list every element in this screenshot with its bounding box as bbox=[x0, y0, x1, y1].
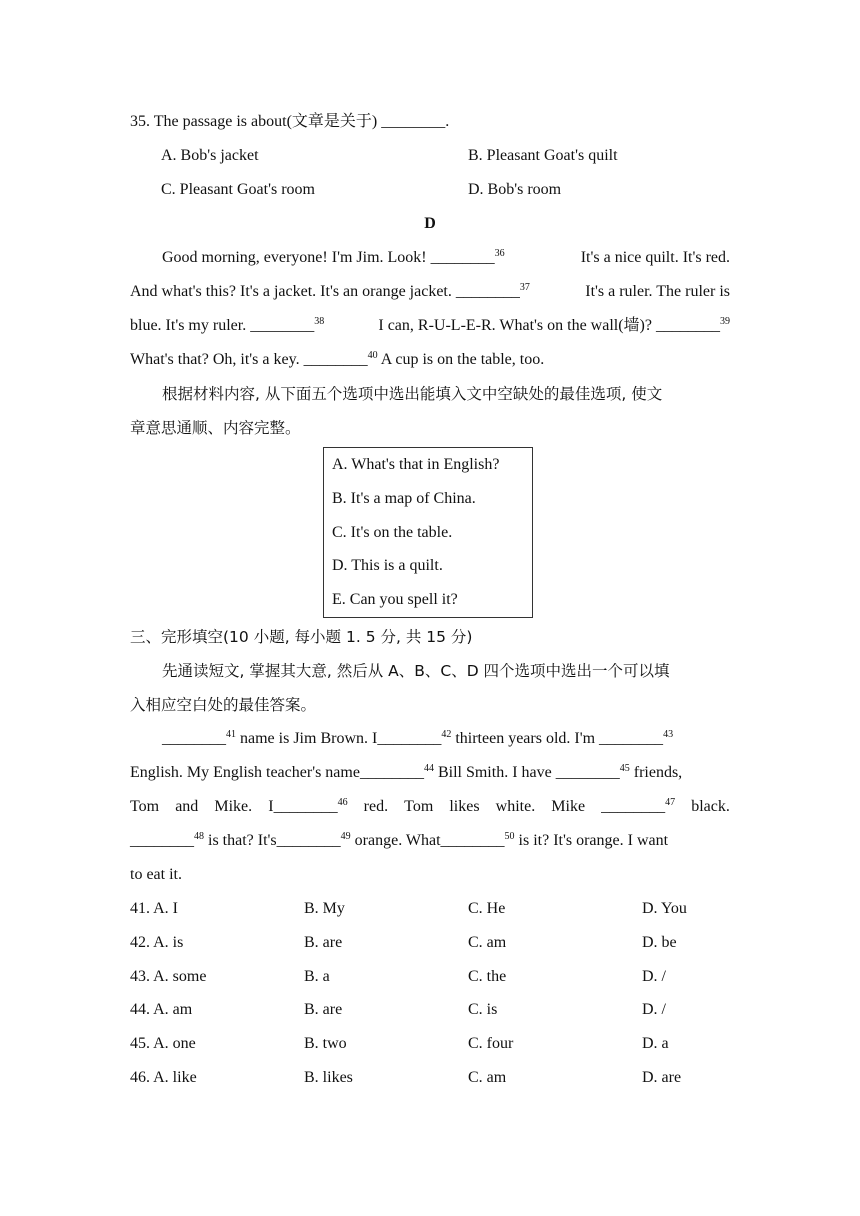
cloze-text: is that? It's________ bbox=[204, 831, 341, 849]
cloze-word: black. bbox=[691, 797, 730, 815]
blank-number-50: 50 bbox=[504, 830, 515, 842]
cloze-text: is it? It's orange. I want bbox=[514, 831, 669, 849]
passage-line-4 bbox=[130, 343, 730, 377]
passage-text: blue. It's my ruler. ________ bbox=[130, 317, 315, 334]
blank-number-49: 49 bbox=[340, 830, 351, 842]
cloze-word: white. bbox=[495, 797, 536, 815]
passage-line-3 bbox=[130, 309, 730, 343]
cloze-text: orange. What________ bbox=[350, 831, 505, 849]
blank-number-47: 47 bbox=[665, 796, 676, 808]
cloze-text: name is Jim Brown. I________ bbox=[236, 729, 442, 747]
choice-item-a: A. What's that in English? bbox=[332, 456, 500, 473]
exam-page bbox=[130, 105, 730, 1095]
blank-number-37: 37 bbox=[519, 282, 530, 293]
q44-option-b: B. are bbox=[304, 1001, 343, 1019]
q42-option-b: B. are bbox=[304, 933, 343, 951]
q41-option-b: B. My bbox=[304, 899, 345, 917]
section-3-instruction-line-1: 先通读短文, 掌握其大意, 然后从 A、B、C、D 四个选项中选出一个可以填 bbox=[162, 661, 670, 680]
choice-item-e: E. Can you spell it? bbox=[332, 591, 458, 609]
q43-option-c: C. the bbox=[468, 967, 507, 985]
question-row-45 bbox=[130, 1027, 730, 1061]
q35-options-row2 bbox=[130, 173, 730, 207]
passage-line-2 bbox=[130, 275, 730, 309]
choice-item-c: C. It's on the table. bbox=[332, 523, 453, 541]
question-row-44 bbox=[130, 993, 730, 1027]
q42-option-a: 42. A. is bbox=[130, 933, 184, 951]
q35-option-c: C. Pleasant Goat's room bbox=[161, 181, 315, 198]
passage-text: It's a ruler. The ruler is bbox=[585, 283, 730, 300]
passage-line-1 bbox=[130, 241, 730, 275]
section-d-heading: D bbox=[424, 215, 436, 232]
question-list bbox=[130, 892, 730, 1095]
q43-option-d: D. / bbox=[642, 967, 666, 985]
cloze-word: red. bbox=[363, 797, 389, 815]
choice-box bbox=[323, 447, 533, 618]
blank-number-39: 39 bbox=[720, 316, 730, 327]
cloze-text: thirteen years old. I'm ________ bbox=[451, 729, 664, 747]
cloze-line-3 bbox=[130, 790, 730, 824]
q42-option-d: D. be bbox=[642, 933, 677, 951]
section-3-instruction-line-2: 入相应空白处的最佳答案。 bbox=[130, 695, 317, 714]
q44-option-a: 44. A. am bbox=[130, 1001, 193, 1019]
section-d-instruction-line-1: 根据材料内容, 从下面五个选项中选出能填入文中空缺处的最佳选项, 使文 bbox=[162, 385, 663, 403]
section-d-passage bbox=[130, 241, 730, 377]
q41-option-c: C. He bbox=[468, 899, 506, 917]
blank-number-44: 44 bbox=[423, 762, 434, 774]
q43-option-a: 43. A. some bbox=[130, 967, 207, 985]
q45-option-a: 45. A. one bbox=[130, 1035, 196, 1053]
q42-option-c: C. am bbox=[468, 933, 507, 951]
passage-text: It's a nice quilt. It's red. bbox=[580, 249, 730, 266]
blank-number-48: 48 bbox=[194, 830, 204, 842]
q35-option-d: D. Bob's room bbox=[468, 181, 562, 198]
q46-option-c: C. am bbox=[468, 1068, 507, 1086]
cloze-line-4 bbox=[130, 824, 730, 858]
passage-text: Good morning, everyone! I'm Jim. Look! ________ bbox=[162, 249, 495, 266]
q46-option-b: B. likes bbox=[304, 1068, 353, 1086]
choice-item-d: D. This is a quilt. bbox=[332, 557, 443, 575]
q46-option-d: D. are bbox=[642, 1068, 682, 1086]
q44-option-c: C. is bbox=[468, 1001, 498, 1019]
passage-text: I can, R-U-L-E-R. What's on the wall(墙)? ________ bbox=[378, 317, 720, 334]
cloze-word: ________ bbox=[601, 797, 666, 815]
q41-option-a: 41. A. I bbox=[130, 899, 178, 917]
q43-option-b: B. a bbox=[304, 967, 330, 985]
cloze-passage bbox=[130, 722, 730, 892]
cloze-word: I________ bbox=[268, 797, 338, 815]
blank-number-41: 41 bbox=[226, 728, 236, 740]
cloze-line-5: to eat it. bbox=[130, 865, 182, 883]
q46-option-a: 46. A. like bbox=[130, 1068, 197, 1086]
blank-number-42: 42 bbox=[441, 728, 452, 740]
blank-number-40: 40 bbox=[367, 350, 378, 361]
q45-option-d: D. a bbox=[642, 1035, 669, 1053]
q35-option-b: B. Pleasant Goat's quilt bbox=[468, 147, 618, 164]
cloze-line-1 bbox=[130, 722, 730, 756]
cloze-word: likes bbox=[449, 797, 480, 815]
blank-number-43: 43 bbox=[663, 728, 674, 740]
blank-number-46: 46 bbox=[337, 796, 348, 808]
cloze-text: ________ bbox=[130, 831, 194, 849]
q44-option-d: D. / bbox=[642, 1001, 666, 1019]
q41-option-d: D. You bbox=[642, 899, 687, 917]
blank-number-36: 36 bbox=[494, 248, 505, 259]
blank-number-45: 45 bbox=[619, 762, 630, 774]
passage-text: A cup is on the table, too. bbox=[377, 351, 545, 368]
cloze-word: Mike bbox=[551, 797, 586, 815]
q35-stem: 35. The passage is about(文章是关于) ________. bbox=[130, 113, 450, 130]
cloze-word: Tom bbox=[130, 797, 160, 815]
cloze-word: Tom bbox=[404, 797, 434, 815]
question-row-43 bbox=[130, 960, 730, 994]
q35-options-row1 bbox=[130, 139, 730, 173]
section-d-instruction-line-2: 章意思通顺、内容完整。 bbox=[130, 419, 301, 437]
question-row-41 bbox=[130, 892, 730, 926]
cloze-text: ________ bbox=[162, 729, 226, 747]
cloze-text: friends, bbox=[629, 763, 683, 781]
cloze-text: Bill Smith. I have ________ bbox=[433, 763, 620, 781]
q45-option-b: B. two bbox=[304, 1035, 347, 1053]
section-3-title: 三、完形填空(10 小题, 每小题 1. 5 分, 共 15 分) bbox=[130, 627, 473, 646]
question-row-42 bbox=[130, 926, 730, 960]
cloze-word: and bbox=[175, 797, 199, 815]
blank-number-38: 38 bbox=[314, 316, 325, 327]
choice-item-b: B. It's a map of China. bbox=[332, 489, 476, 507]
cloze-text: English. My English teacher's name________ bbox=[130, 763, 424, 781]
cloze-line-2 bbox=[130, 756, 730, 790]
passage-text: What's that? Oh, it's a key. ________ bbox=[130, 351, 368, 368]
question-row-46 bbox=[130, 1061, 730, 1095]
passage-text: And what's this? It's a jacket. It's an orange jacket. ________ bbox=[130, 283, 520, 300]
q45-option-c: C. four bbox=[468, 1035, 514, 1053]
cloze-word: Mike. bbox=[214, 797, 253, 815]
q35-option-a: A. Bob's jacket bbox=[161, 147, 259, 164]
